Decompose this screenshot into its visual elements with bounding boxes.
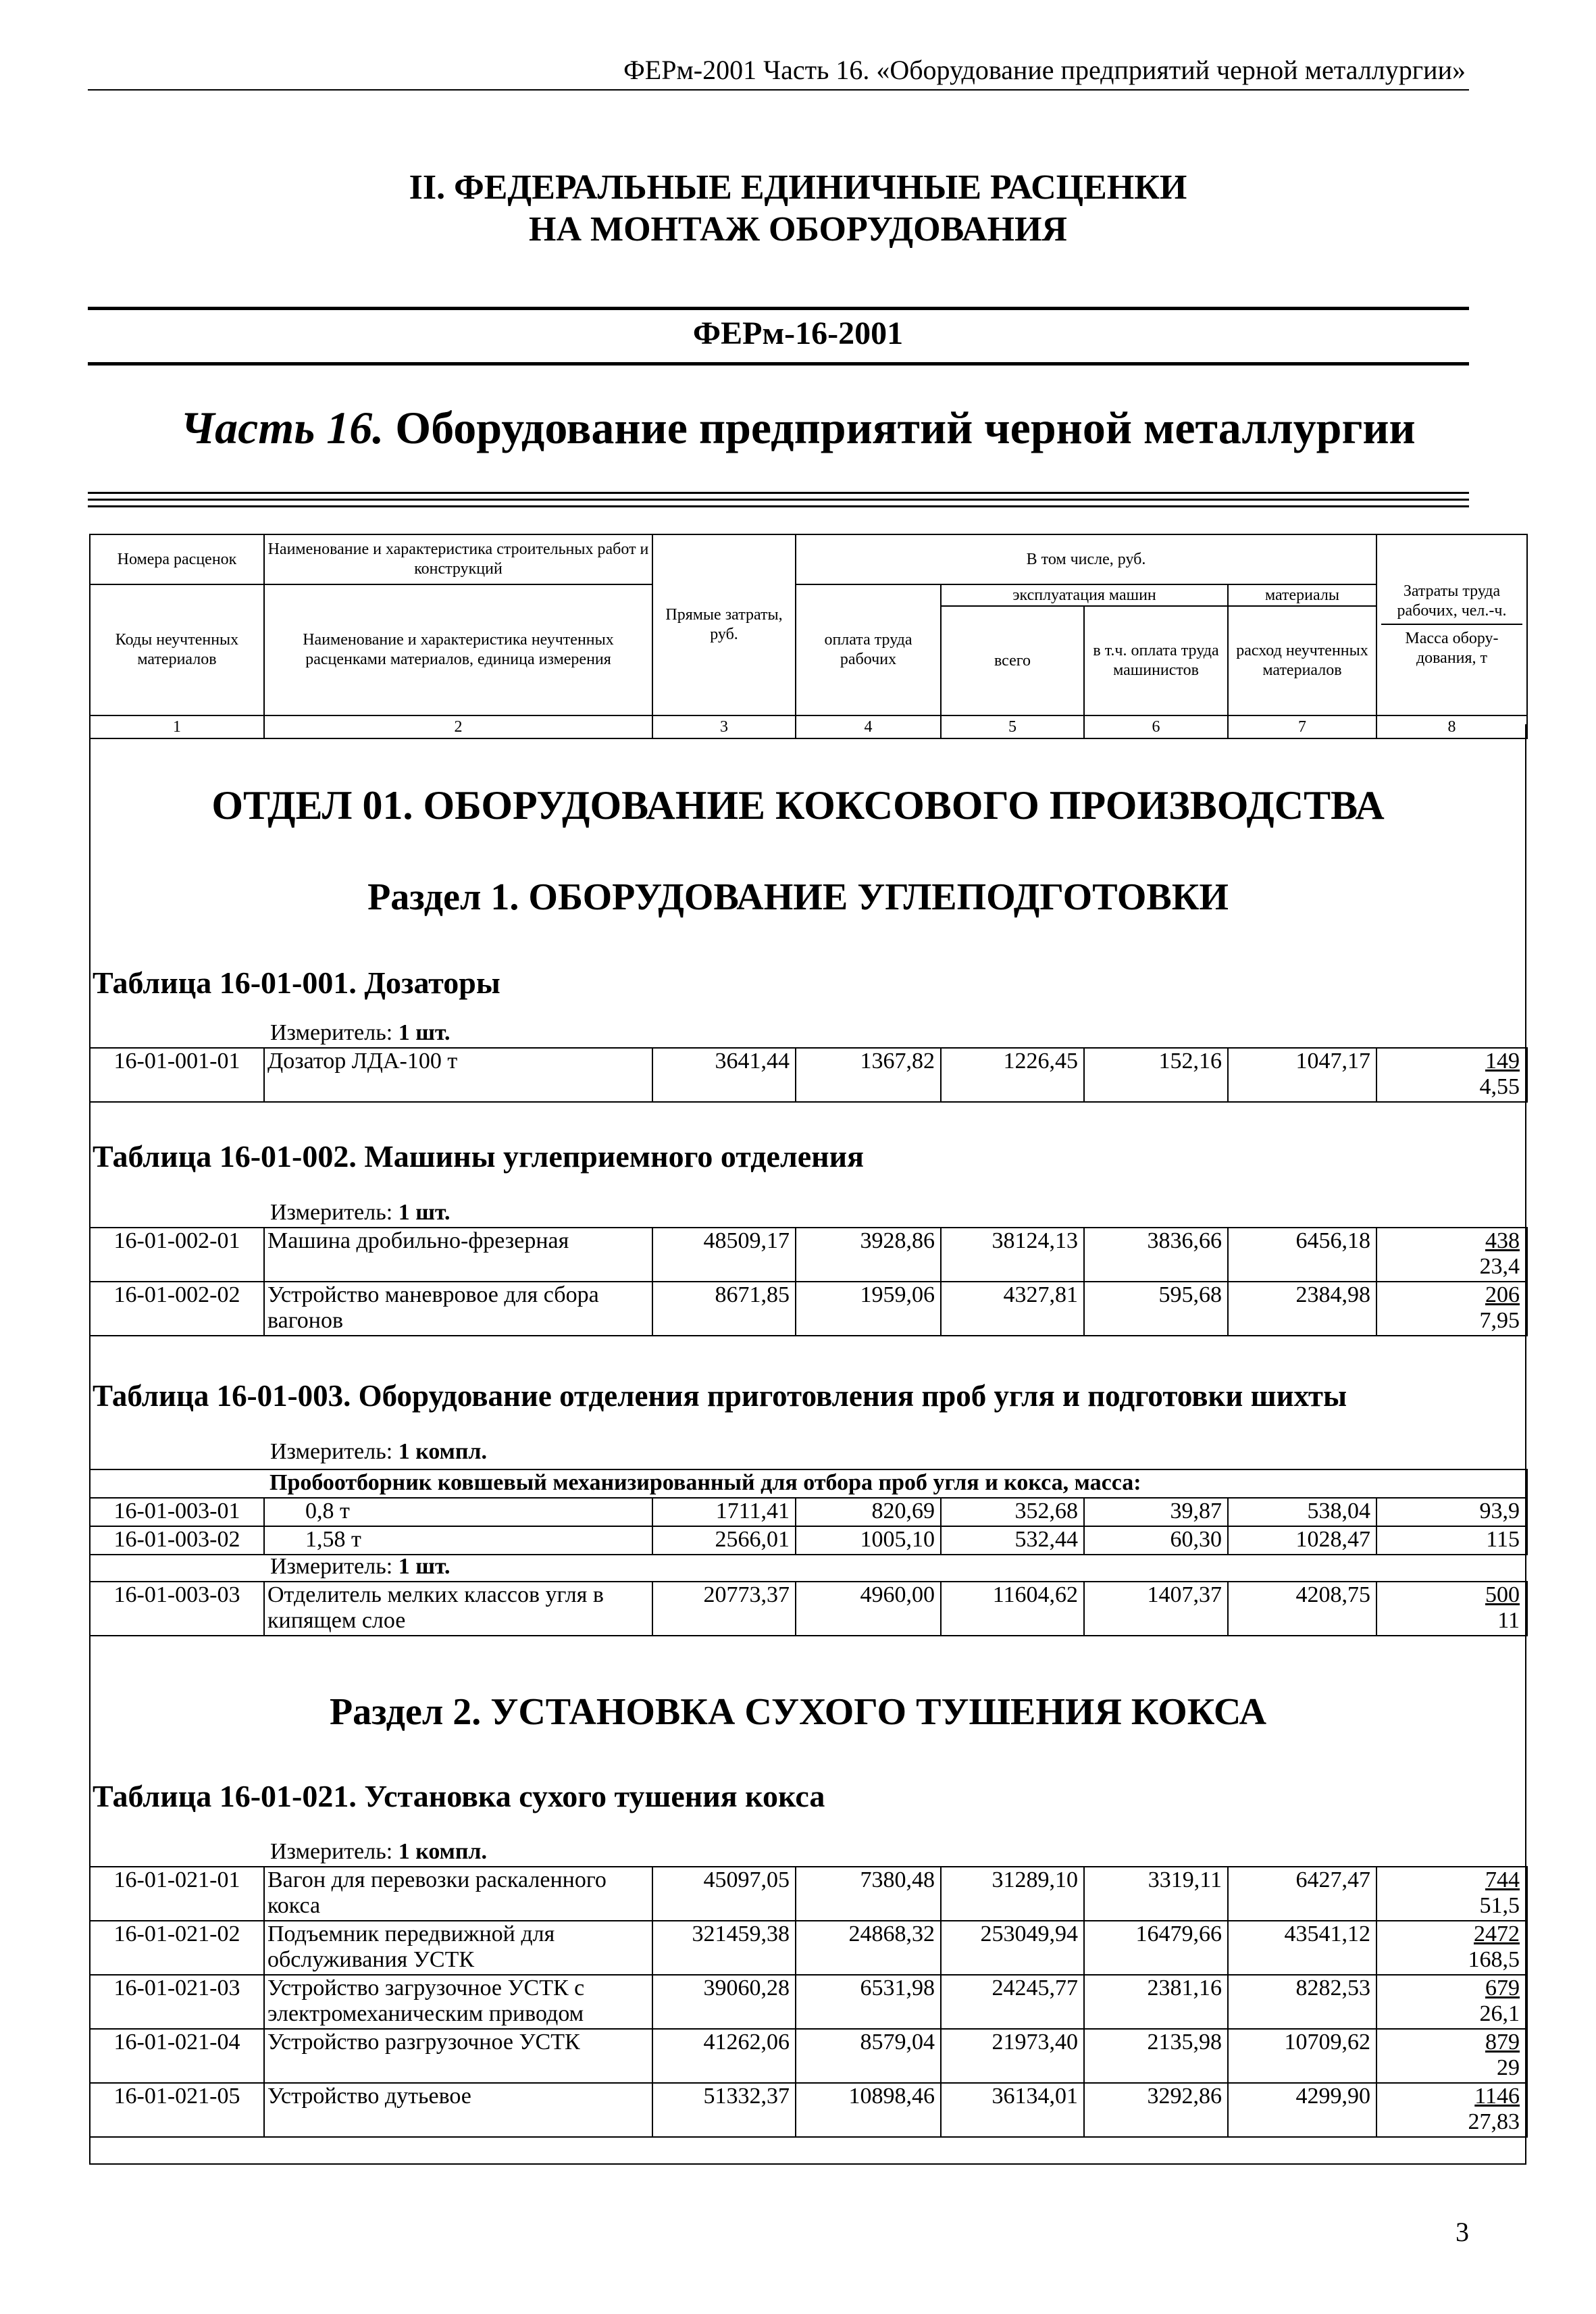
- col-number: 1: [90, 715, 264, 738]
- measure-label: Измеритель:: [270, 1439, 393, 1464]
- labor-mass: [1376, 1228, 1527, 1282]
- table-row: [90, 1867, 1527, 1921]
- part-prefix: Часть 16.: [180, 402, 384, 453]
- machine-total: 21973,40: [941, 2029, 1084, 2083]
- labor-value: 879: [1485, 2030, 1520, 2055]
- machine-total: 31289,10: [941, 1867, 1084, 1921]
- table-002-measure: [270, 1200, 451, 1226]
- materials: 538,04: [1228, 1498, 1376, 1526]
- table-subheading-row: [90, 1469, 1527, 1498]
- code-rule-top: [88, 307, 1469, 310]
- part-name: Оборудование предприятий черной металлургии: [395, 402, 1416, 453]
- table-row: [90, 1975, 1527, 2029]
- measure-label: Измеритель:: [270, 1020, 393, 1045]
- labor-mass: [1376, 1282, 1527, 1336]
- rate-code: 16-01-021-01: [90, 1867, 264, 1921]
- rate-code: 16-01-003-03: [90, 1582, 264, 1636]
- col-number: 3: [652, 715, 796, 738]
- table-row: [90, 1498, 1527, 1526]
- worker-pay: 4960,00: [796, 1582, 941, 1636]
- labor-mass: [1376, 2083, 1527, 2137]
- razdel-1-heading: Раздел 1. ОБОРУДОВАНИЕ УГЛЕПОДГОТОВКИ: [367, 876, 1229, 918]
- operator-pay: 2381,16: [1084, 1975, 1228, 2029]
- rate-name: Вагон для перевозки раскаленного кокса: [264, 1867, 652, 1921]
- worker-pay: 1959,06: [796, 1282, 941, 1336]
- part-title: [0, 401, 1596, 455]
- part-rule-3: [88, 505, 1469, 507]
- direct-costs: 39060,28: [652, 1975, 796, 2029]
- col-number: 4: [796, 715, 941, 738]
- section-title-line2: НА МОНТАЖ ОБОРУДОВАНИЯ: [529, 210, 1067, 249]
- measure-label: Измеритель:: [270, 1200, 393, 1225]
- materials: 6456,18: [1228, 1228, 1376, 1282]
- materials: 10709,62: [1228, 2029, 1376, 2083]
- operator-pay: 595,68: [1084, 1282, 1228, 1336]
- operator-pay: 3836,66: [1084, 1228, 1228, 1282]
- table-021-title: Таблица 16-01-021. Установка сухого тушения кокса: [93, 1779, 825, 1813]
- table-subheading: Пробоотборник ковшевый механизированный для отбора проб угля и кокса, масса:: [264, 1469, 1527, 1498]
- table-002-title: Таблица 16-01-002. Машины углеприемного отделения: [93, 1139, 865, 1174]
- measure-unit: 1 шт.: [398, 1020, 451, 1045]
- col-number: 6: [1084, 715, 1228, 738]
- mass-value: 27,83: [1468, 2109, 1520, 2134]
- measure-unit: 1 шт.: [398, 1200, 451, 1225]
- worker-pay: 820,69: [796, 1498, 941, 1526]
- worker-pay: 10898,46: [796, 2083, 941, 2137]
- razdel-2-heading: Раздел 2. УСТАНОВКА СУХОГО ТУШЕНИЯ КОКСА: [329, 1691, 1267, 1733]
- table-row: [90, 1282, 1527, 1336]
- col-number: 5: [941, 715, 1084, 738]
- operator-pay: 60,30: [1084, 1526, 1228, 1555]
- direct-costs: 2566,01: [652, 1526, 796, 1555]
- labor-value: 115: [1376, 1526, 1527, 1555]
- labor-value: 149: [1485, 1049, 1520, 1074]
- rate-name: Отделитель мелких классов угля в кипящем слое: [264, 1582, 652, 1636]
- header-labor-mass: [1376, 534, 1527, 715]
- materials: 43541,12: [1228, 1921, 1376, 1975]
- materials: 1028,47: [1228, 1526, 1376, 1555]
- labor-value: 1146: [1474, 2084, 1520, 2109]
- machine-total: 38124,13: [941, 1228, 1084, 1282]
- code-rule-bottom: [88, 362, 1469, 366]
- header-labor: Затраты труда рабочих, чел.-ч.: [1381, 582, 1522, 625]
- header-materials: материалы: [1228, 584, 1376, 606]
- header-machine-operation: эксплуатация машин: [941, 584, 1228, 606]
- table-001: [89, 1047, 1528, 1103]
- header-operator-pay: в т.ч. оплата труда машинистов: [1084, 606, 1228, 715]
- machine-total: 36134,01: [941, 2083, 1084, 2137]
- machine-total: 4327,81: [941, 1282, 1084, 1336]
- machine-total: 352,68: [941, 1498, 1084, 1526]
- rate-name: Устройство загрузочное УСТК с электромеханическим приводом: [264, 1975, 652, 2029]
- measure-label: Измеритель:: [270, 1839, 393, 1864]
- table-003-measure: [270, 1439, 487, 1465]
- table-001-title: Таблица 16-01-001. Дозаторы: [93, 965, 500, 1000]
- worker-pay: 6531,98: [796, 1975, 941, 2029]
- measure-label: Измеритель:: [270, 1554, 393, 1579]
- labor-mass: [1376, 1921, 1527, 1975]
- labor-mass: [1376, 2029, 1527, 2083]
- rate-name: Устройство дутьевое: [264, 2083, 652, 2137]
- rate-code: 16-01-001-01: [90, 1048, 264, 1102]
- header-direct-costs: Прямые затраты, руб.: [652, 534, 796, 715]
- rate-code: 16-01-002-01: [90, 1228, 264, 1282]
- header-unaccounted-materials: расход неучтенных материалов: [1228, 606, 1376, 715]
- measure-unit: 1 компл.: [398, 1839, 488, 1864]
- worker-pay: 24868,32: [796, 1921, 941, 1975]
- table-003: [89, 1469, 1528, 1555]
- mass-value: 23,4: [1479, 1254, 1520, 1279]
- table-row: [90, 1582, 1527, 1636]
- direct-costs: 51332,37: [652, 2083, 796, 2137]
- table-021-measure: [270, 1839, 487, 1865]
- table-row: [90, 1048, 1527, 1102]
- direct-costs: 8671,85: [652, 1282, 796, 1336]
- header-worker-pay: оплата труда рабочих: [796, 584, 941, 715]
- materials: 4208,75: [1228, 1582, 1376, 1636]
- table-row: [90, 1921, 1527, 1975]
- labor-value: 744: [1485, 1867, 1520, 1892]
- rate-code: 16-01-003-01: [90, 1498, 264, 1526]
- header-rule: [88, 89, 1469, 91]
- part-rule-2: [88, 499, 1469, 501]
- operator-pay: 152,16: [1084, 1048, 1228, 1102]
- rate-name: Дозатор ЛДА-100 т: [264, 1048, 652, 1102]
- header-machine-total: всего: [941, 606, 1084, 715]
- rate-code: 16-01-021-04: [90, 2029, 264, 2083]
- header-material-codes: Коды неучтенных материалов: [90, 584, 264, 715]
- header-material-name: Наименование и характеристика неучтенных расценками материалов, единица измерения: [264, 584, 652, 715]
- col-number: 7: [1228, 715, 1376, 738]
- col-number: 2: [264, 715, 652, 738]
- col-number: 8: [1376, 715, 1527, 738]
- section-title-line1: II. ФЕДЕРАЛЬНЫЕ ЕДИНИЧНЫЕ РАСЦЕНКИ: [409, 168, 1187, 207]
- table-row: [90, 1526, 1527, 1555]
- labor-value: 206: [1485, 1282, 1520, 1307]
- materials: 1047,17: [1228, 1048, 1376, 1102]
- materials: 6427,47: [1228, 1867, 1376, 1921]
- machine-total: 1226,45: [941, 1048, 1084, 1102]
- worker-pay: 1005,10: [796, 1526, 941, 1555]
- rate-code: 16-01-021-03: [90, 1975, 264, 2029]
- mass-value: 51,5: [1479, 1893, 1520, 1918]
- worker-pay: 7380,48: [796, 1867, 941, 1921]
- direct-costs: 48509,17: [652, 1228, 796, 1282]
- part-rule-1: [88, 492, 1469, 494]
- table-001-measure: [270, 1020, 451, 1046]
- labor-value: 93,9: [1376, 1498, 1527, 1526]
- machine-total: 24245,77: [941, 1975, 1084, 2029]
- rate-name: Устройство разгрузочное УСТК: [264, 2029, 652, 2083]
- column-header-table: [89, 534, 1528, 739]
- direct-costs: 3641,44: [652, 1048, 796, 1102]
- header-rate-numbers: Номера расценок: [90, 534, 264, 584]
- mass-value: 4,55: [1479, 1074, 1520, 1099]
- mass-value: 7,95: [1479, 1308, 1520, 1333]
- operator-pay: 3319,11: [1084, 1867, 1228, 1921]
- table-002: [89, 1227, 1528, 1336]
- table-row: [90, 1228, 1527, 1282]
- worker-pay: 8579,04: [796, 2029, 941, 2083]
- machine-total: 11604,62: [941, 1582, 1084, 1636]
- operator-pay: 1407,37: [1084, 1582, 1228, 1636]
- mass-value: 11: [1497, 1608, 1520, 1633]
- worker-pay: 3928,86: [796, 1228, 941, 1282]
- direct-costs: 1711,41: [652, 1498, 796, 1526]
- header-including: В том числе, руб.: [796, 534, 1376, 584]
- labor-value: 438: [1485, 1228, 1520, 1253]
- machine-total: 253049,94: [941, 1921, 1084, 1975]
- labor-value: 2472: [1474, 1921, 1520, 1946]
- rate-name: Устройство маневровое для сбора вагонов: [264, 1282, 652, 1336]
- materials: 8282,53: [1228, 1975, 1376, 2029]
- measure-unit: 1 шт.: [398, 1554, 451, 1579]
- materials: 4299,90: [1228, 2083, 1376, 2137]
- table-003-title: Таблица 16-01-003. Оборудование отделения приготовления проб угля и подготовки шихты: [93, 1379, 1347, 1413]
- rate-code: 16-01-021-02: [90, 1921, 264, 1975]
- direct-costs: 20773,37: [652, 1582, 796, 1636]
- labor-value: 500: [1485, 1582, 1520, 1607]
- header-work-name: Наименование и характеристика строительных работ и конструкций: [264, 534, 652, 584]
- table-003-measure-2: [270, 1554, 451, 1580]
- labor-mass: [1376, 1975, 1527, 2029]
- direct-costs: 41262,06: [652, 2029, 796, 2083]
- measure-unit: 1 компл.: [398, 1439, 488, 1464]
- rate-name: 0,8 т: [264, 1498, 652, 1526]
- otdel-heading: ОТДЕЛ 01. ОБОРУДОВАНИЕ КОКСОВОГО ПРОИЗВОДСТВА: [211, 783, 1385, 828]
- rate-code: 16-01-003-02: [90, 1526, 264, 1555]
- rate-name: Машина дробильно-фрезерная: [264, 1228, 652, 1282]
- mass-value: 29: [1497, 2055, 1520, 2080]
- header-mass: Масса обору-дования, т: [1405, 630, 1499, 667]
- direct-costs: 321459,38: [652, 1921, 796, 1975]
- rate-name: Подъемник передвижной для обслуживания УСТК: [264, 1921, 652, 1975]
- materials: 2384,98: [1228, 1282, 1376, 1336]
- operator-pay: 2135,98: [1084, 2029, 1228, 2083]
- doc-code: ФЕРм-16-2001: [692, 316, 904, 351]
- labor-mass: [1376, 1582, 1527, 1636]
- table-row: [90, 2083, 1527, 2137]
- direct-costs: 45097,05: [652, 1867, 796, 1921]
- operator-pay: 39,87: [1084, 1498, 1228, 1526]
- rate-code: 16-01-021-05: [90, 2083, 264, 2137]
- mass-value: 26,1: [1479, 2001, 1520, 2026]
- running-header: ФЕРм-2001 Часть 16. «Оборудование предприятий черной металлургии»: [623, 55, 1466, 85]
- machine-total: 532,44: [941, 1526, 1084, 1555]
- table-row: [90, 2029, 1527, 2083]
- operator-pay: 3292,86: [1084, 2083, 1228, 2137]
- operator-pay: 16479,66: [1084, 1921, 1228, 1975]
- worker-pay: 1367,82: [796, 1048, 941, 1102]
- labor-mass: [1376, 1048, 1527, 1102]
- labor-value: 679: [1485, 1976, 1520, 2001]
- page-number: 3: [1456, 2217, 1469, 2247]
- table-021: [89, 1866, 1528, 2138]
- table-003-b: [89, 1581, 1528, 1636]
- labor-mass: [1376, 1867, 1527, 1921]
- rate-code: 16-01-002-02: [90, 1282, 264, 1336]
- rate-name: 1,58 т: [264, 1526, 652, 1555]
- mass-value: 168,5: [1468, 1947, 1520, 1972]
